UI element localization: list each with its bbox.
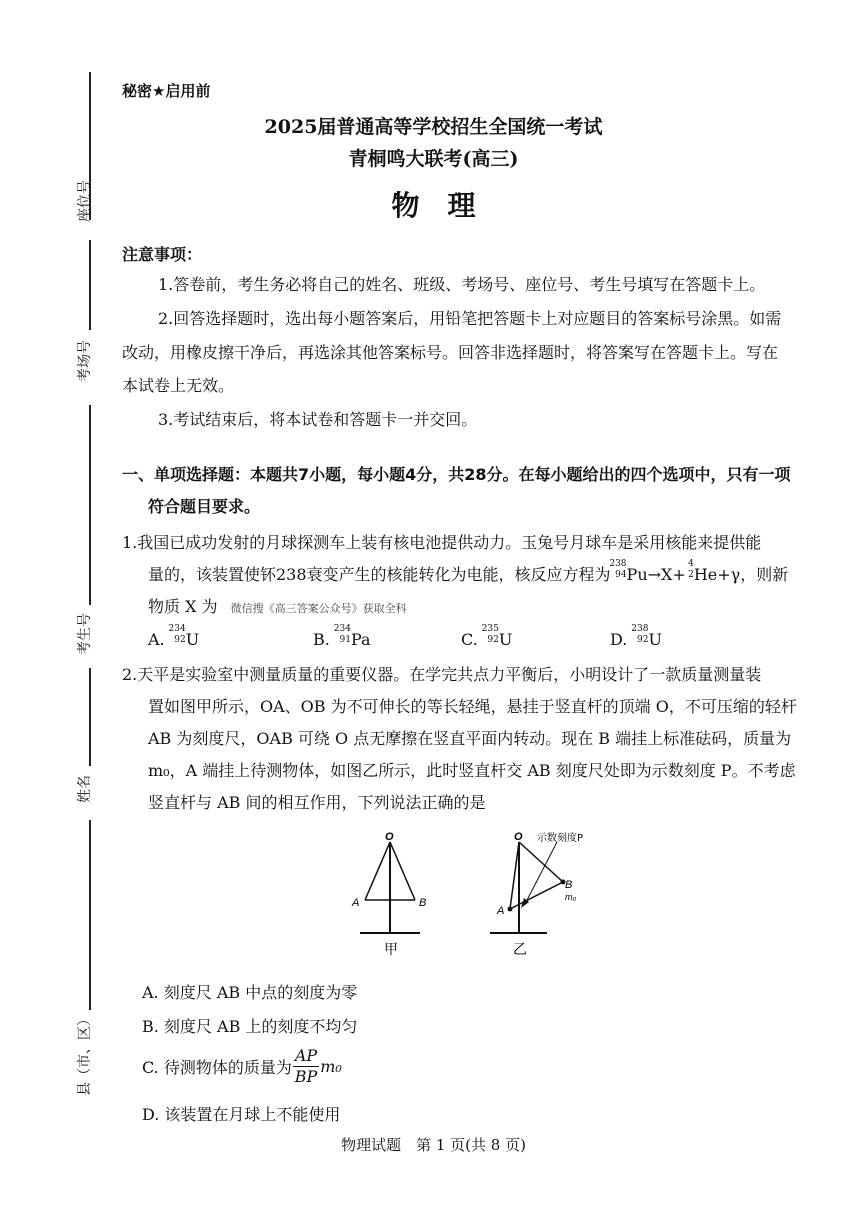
- jia-string-ob: [390, 842, 415, 900]
- q1-option-d: D. 238 92 U: [610, 624, 662, 649]
- yi-rod-ab: [510, 882, 563, 909]
- notice-item-2-line-2: 改动，用橡皮擦干净后，再选涂其他答案标号。回答非选择题时，将答案写在答题卡上。写在: [122, 343, 779, 362]
- q2-option-c: C. 待测物体的质量为 $\frac{AP}{BP}$ m₀: [142, 1046, 342, 1086]
- notice-item-2-line-3: 本试卷上无效。: [122, 376, 235, 395]
- q2-line-2: 置如图甲所示，OA、OB 为不可伸长的等长轻绳，悬挂于竖直杆的顶端 O，不可压缩的轻杆: [148, 697, 797, 716]
- mass-fraction: $\frac{AP}{BP}$: [294, 1046, 318, 1086]
- notice-heading: 注意事项：: [122, 245, 203, 264]
- q2-line-1: 2.天平是实验室中测量质量的重要仪器。在学完共点力平衡后，小明设计了一款质量测量装: [122, 665, 762, 684]
- seat-label: 座位号: [77, 180, 93, 222]
- yi-string-ob: [519, 842, 563, 882]
- confidential-mark: 秘密★启用前: [122, 82, 211, 100]
- jia-label-a: A: [352, 897, 360, 909]
- he-symbol: He: [693, 565, 718, 584]
- q1-line-1: 1.我国已成功发射的月球探测车上装有核电池提供动力。玉兔号月球车是采用核能来提供能: [122, 533, 762, 552]
- exam-no-label: 考生号: [77, 613, 93, 655]
- name-label: 姓名: [77, 775, 93, 803]
- q2-line-5: 竖直杆与 AB 间的相互作用，下列说法正确的是: [148, 793, 486, 812]
- yi-caption: 乙: [513, 942, 527, 958]
- pu-symbol: Pu: [626, 565, 648, 584]
- exam-title: 2025届普通高等学校招生全国统一考试: [264, 116, 603, 138]
- he-isotope-numbers: 4 2: [688, 559, 694, 580]
- section-heading-line-1: 一、单项选择题：本题共7小题，每小题4分，共28分。在每小题给出的四个选项中，只有一项: [122, 465, 791, 484]
- yi-weight-a: [508, 907, 513, 912]
- jia-caption: 甲: [384, 942, 398, 958]
- yi-label-o: O: [514, 831, 523, 843]
- subject-title: 物 理: [391, 189, 476, 222]
- margin-line-4: [89, 668, 91, 766]
- exam-subtitle: 青桐鸣大联考(高三): [348, 148, 519, 170]
- pu-isotope-numbers: 238 94: [609, 559, 627, 580]
- jia-string-oa: [365, 842, 390, 900]
- q1-line-2: [148, 560, 788, 590]
- margin-line-3: [89, 405, 91, 605]
- figure-jia: [340, 828, 450, 963]
- jia-label-o: O: [385, 831, 394, 843]
- q2-option-b: B. 刻度尺 AB 上的刻度不均匀: [142, 1017, 358, 1036]
- q1-option-b: B. 234 91 Pa: [313, 624, 371, 649]
- margin-line-5: [89, 820, 91, 1010]
- notice-item-2-line-1: 2.回答选择题时，选出每小题答案后，用铅笔把答题卡上对应题目的答案标号涂黑。如需: [158, 309, 782, 328]
- q2-line-4: m₀，A 端挂上待测物体，如图乙所示，此时竖直杆交 AB 刻度尺处即为示数刻度 P。不考虑: [148, 761, 796, 780]
- margin-line-2: [89, 240, 91, 330]
- q2-option-a: A. 刻度尺 AB 中点的刻度为零: [142, 983, 358, 1002]
- q1-option-a: A. 234 92 U: [148, 624, 200, 649]
- yi-label-m0: m₀: [565, 892, 577, 902]
- jia-label-b: B: [419, 897, 427, 909]
- page-footer: 物理试题 第 1 页(共 8 页): [341, 1136, 526, 1154]
- q2-option-d: D. 该装置在月球上不能使用: [142, 1105, 341, 1124]
- reaction-arrow: →X+: [647, 565, 686, 584]
- q1-line-2-text-a: 量的，该装置使钚238衰变产生的核能转化为电能，核反应方程为: [148, 565, 611, 584]
- q1-line-2-text-b: +γ，则新: [717, 565, 789, 584]
- yi-label-p: 示数刻度P: [537, 833, 584, 844]
- q1-line-3-text: 物质 X 为: [148, 597, 218, 616]
- yi-string-oa: [510, 842, 519, 909]
- q1-line-3: [148, 592, 407, 624]
- q1-option-c: C. 235 92 U: [461, 624, 513, 649]
- notice-item-1: 1.答卷前，考生务必将自己的姓名、班级、考场号、座位号、考生号填写在答题卡上。: [158, 275, 766, 294]
- county-label: 县（市、区）: [77, 1012, 93, 1096]
- q2-line-3: AB 为刻度尺，OAB 可绕 O 点无摩擦在竖直平面内转动。现在 B 端挂上标准砝码，质量为: [148, 729, 792, 748]
- figure-yi: [485, 828, 595, 963]
- yi-label-a: A: [497, 905, 505, 917]
- notice-item-3: 3.考试结束后，将本试卷和答题卡一并交回。: [158, 410, 478, 429]
- room-label: 考场号: [77, 340, 93, 382]
- yi-label-b: B: [565, 879, 573, 891]
- section-heading-line-2: 符合题目要求。: [148, 497, 261, 516]
- watermark-text: 微信搜《高三答案公众号》获取全科: [230, 602, 407, 615]
